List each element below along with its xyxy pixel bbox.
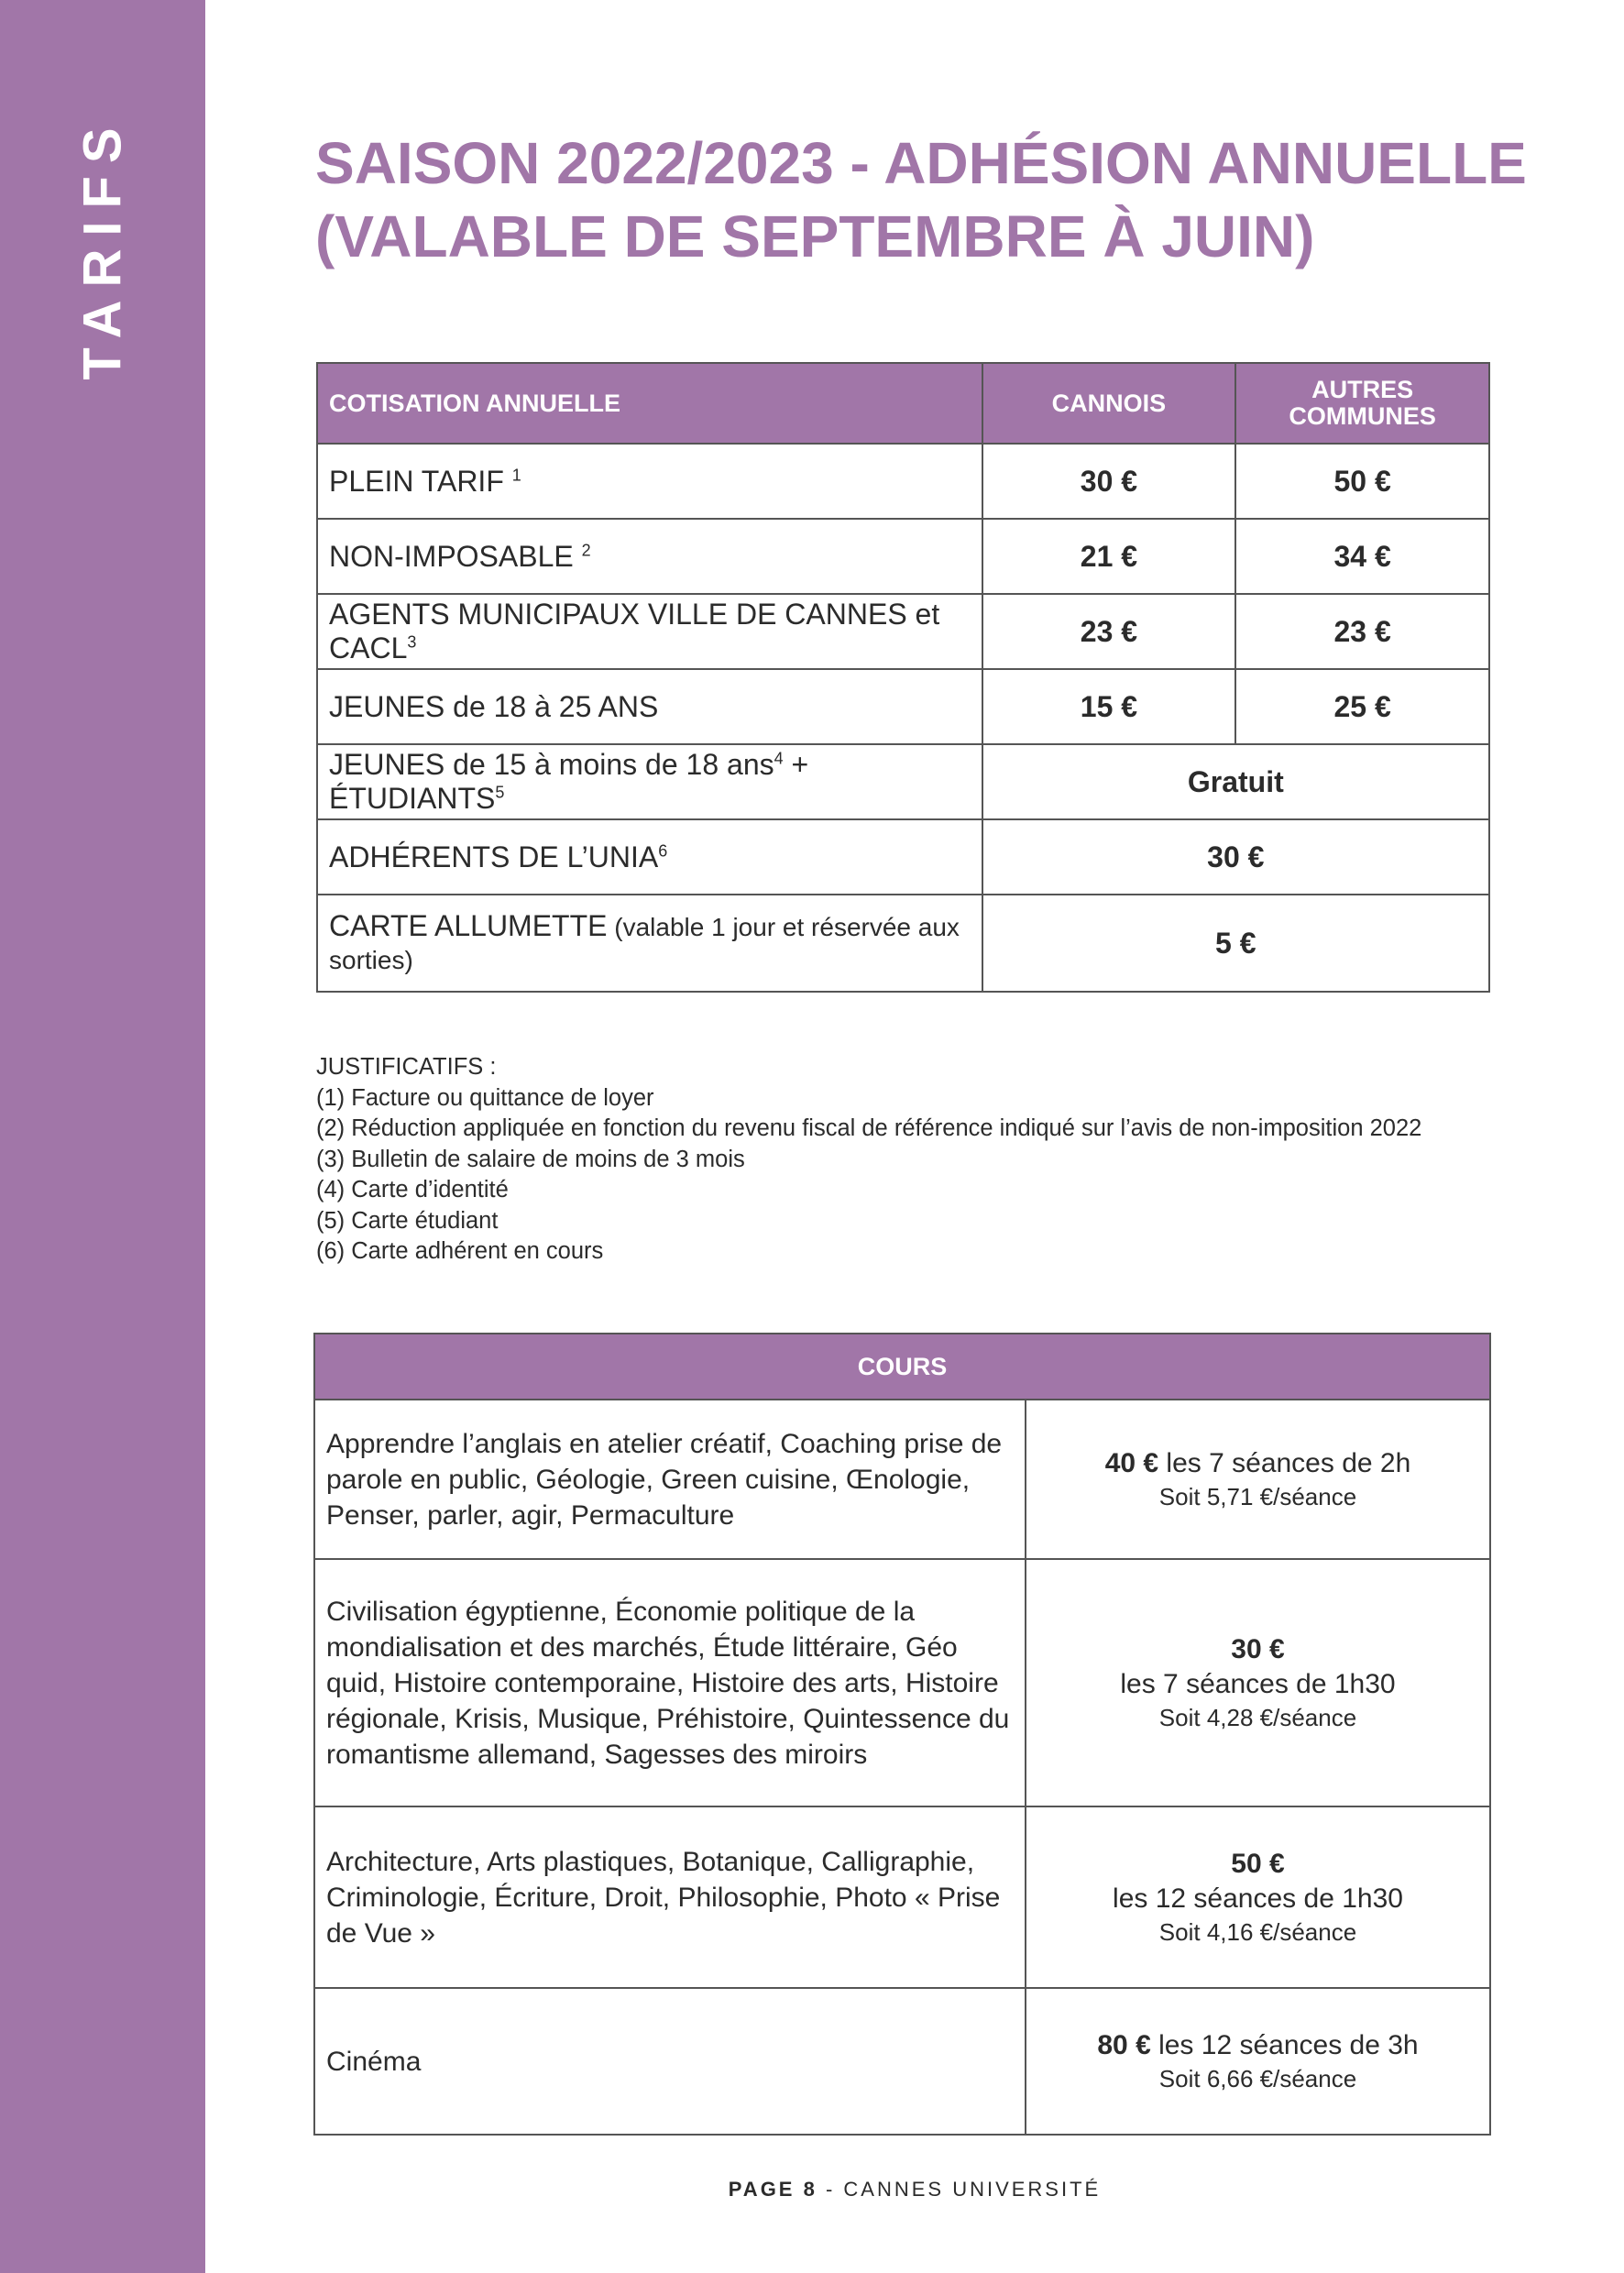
notes-title: JUSTIFICATIFS : [316,1054,497,1080]
header-cours: COURS [314,1334,1490,1400]
table-row [317,519,1489,594]
cours-subjects: Apprendre l’anglais en atelier créatif, Coaching prise de parole en public, Géologie, Green cuisine, Œnologie, Penser, parler, agir, Permaculture [314,1400,1026,1559]
price-autres: 25 € [1235,669,1489,744]
header-cannois: CANNOIS [982,363,1236,444]
price-autres: 50 € [1235,444,1489,519]
cours-subjects: Civilisation égyptienne, Économie politique de la mondialisation et des marchés, Étude littéraire, Géo quid, Histoire contemporaine, Histoire des arts, Histoire régionale, Krisis, Musique, Préhistoire, Quintessence du romantisme allemand, Sagesses des miroirs [314,1559,1026,1806]
sidebar-label: TARIFS [72,115,133,380]
cours-fee: 40 € les 7 séances de 2h Soit 5,71 €/séance [1026,1400,1490,1559]
tarifs-header-row [317,363,1489,444]
table-row [314,1400,1490,1559]
table-row [314,1559,1490,1806]
cours-table [313,1333,1491,2136]
table-row [317,444,1489,519]
price-cannois: 21 € [982,519,1236,594]
tarifs-table [316,362,1490,993]
cours-fee: 30 € les 7 séances de 1h30 Soit 4,28 €/séance [1026,1559,1490,1806]
row-label: JEUNES de 15 à moins de 18 $ans^4 + ÉTUDIANTS^5$ [317,744,982,819]
row-label: NON-IMPOSABLE $^2$ [317,519,982,594]
price-cannois: 15 € [982,669,1236,744]
price-merged: Gratuit [982,744,1489,819]
note-item: (5) Carte étudiant [316,1207,499,1234]
price-autres: 34 € [1235,519,1489,594]
page-title-line2: (VALABLE DE SEPTEMBRE À JUIN) [315,203,1315,269]
header-cotisation: COTISATION ANNUELLE [317,363,982,444]
footer-org: CANNES UNIVERSITÉ [843,2178,1102,2201]
header-autres-line2: COMMUNES [1289,402,1436,430]
price-cannois: 30 € [982,444,1236,519]
price-merged: 30 € [982,819,1489,895]
page-title-line1: SAISON 2022/2023 - ADHÉSION ANNUELLE [315,130,1527,196]
page-footer [0,2178,1624,2202]
note-item: (3) Bulletin de salaire de moins de 3 mois [316,1146,745,1172]
table-row [314,1806,1490,1988]
row-label: ADHÉRENTS DE L’UNIA$^6$ [317,819,982,895]
cours-fee: 80 € les 12 séances de 3h Soit 6,66 €/séance [1026,1988,1490,2135]
footer-page: PAGE 8 [728,2178,817,2201]
justificatifs-notes [316,1052,1498,1268]
header-autres [1235,363,1489,444]
page-title [315,126,1543,273]
table-row [317,594,1489,669]
sidebar-band [0,0,205,2273]
price-cannois: 23 € [982,594,1236,669]
note-item: (2) Réduction appliquée en fonction du revenu fiscal de référence indiqué sur l’avis de non-imposition 2022 [316,1115,1422,1141]
note-item: (6) Carte adhérent en cours [316,1238,604,1264]
note-item: (4) Carte d’identité [316,1177,509,1202]
row-label: PLEIN TARIF $^1$ [317,444,982,519]
table-row [314,1988,1490,2135]
row-label: AGENTS MUNICIPAUX VILLE DE CANNES et CACL$^3$ [317,594,982,669]
table-row [317,744,1489,819]
cours-fee: 50 € les 12 séances de 1h30 Soit 4,16 €/séance [1026,1806,1490,1988]
price-merged: 5 € [982,895,1489,992]
table-row [317,819,1489,895]
row-label: JEUNES de 18 à 25 ANS [317,669,982,744]
table-row [317,895,1489,992]
table-row [317,669,1489,744]
header-autres-line1: AUTRES [1311,376,1414,403]
cours-header-row [314,1334,1490,1400]
note-item: (1) Facture ou quittance de loyer [316,1084,654,1111]
footer-separator: - [817,2178,844,2201]
row-label: CARTE ALLUMETTE (valable 1 jour et réservée aux sorties) [317,895,982,992]
cours-subjects: Architecture, Arts plastiques, Botanique, Calligraphie, Criminologie, Écriture, Droit, Philosophie, Photo « Prise de Vue » [314,1806,1026,1988]
price-autres: 23 € [1235,594,1489,669]
cours-subjects: Cinéma [314,1988,1026,2135]
